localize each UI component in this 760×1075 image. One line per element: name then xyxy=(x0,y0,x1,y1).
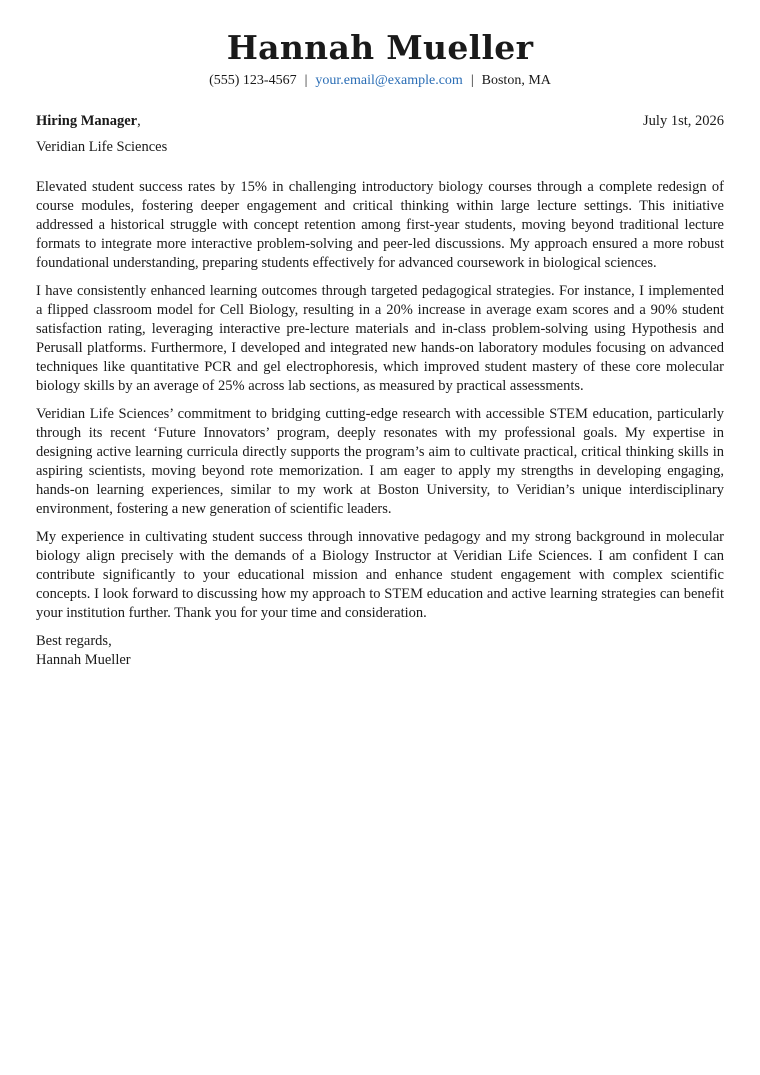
location: Boston, MA xyxy=(481,73,551,88)
letter-closing xyxy=(36,632,724,670)
contact-line xyxy=(36,72,724,90)
body-paragraph: My experience in cultivating student success through innovative pedagogy and my strong background in molecular biology align precisely with the demands of a Biology Instructor at Veridian Life Sciences. I am confident I can contribute significantly to your educational mission and enhance student engagement with complex scientific concepts. I look forward to discussing how my approach to STEM education and active learning strategies can benefit your institution further. Thank you for your time and consideration. xyxy=(36,529,724,621)
applicant-name: Hannah Mueller xyxy=(226,28,534,67)
recipient-name: Hiring Manager xyxy=(36,113,138,129)
closing-salutation: Best regards, xyxy=(36,633,112,649)
contact-separator: | xyxy=(470,73,474,88)
body-paragraph: Veridian Life Sciences’ commitment to bridging cutting-edge research with accessible STEM education, particularly through its recent ‘Future Innovators’ program, deeply resonates with my professional goals. My expertise in designing active learning curricula directly supports the program’s aim to cultivate practical, critical thinking skills in aspiring scientists, moving beyond rote memorization. I am eager to apply my strengths in developing engaging, hands-on learning experiences, similar to my work at Boston University, to Veridian’s unique interdisciplinary environment, fostering a new generation of scientific leaders. xyxy=(36,406,724,517)
body-paragraph: Elevated student success rates by 15% in challenging introductory biology courses through a complete redesign of course modules, fostering deeper engagement and critical thinking within large lecture settings. This initiative addressed a historical struggle with concept retention among first-year students, moving beyond traditional lecture formats to integrate more interactive problem-solving and peer-led discussions. My approach ensured a more robust foundational understanding, preparing students effectively for advanced coursework in biological sciences. xyxy=(36,179,724,271)
letter-date: July 1st, 2026 xyxy=(643,113,724,129)
letter-body xyxy=(36,178,724,623)
recipient-name-comma: , xyxy=(137,113,141,129)
body-paragraph: I have consistently enhanced learning outcomes through targeted pedagogical strategies. For instance, I implemented a flipped classroom model for Cell Biology, resulting in a 20% increase in average exam scores and a 90% student satisfaction rating, leveraging interactive pre-lecture materials and in-class problem-solving using Hypothesis and Perusall platforms. Furthermore, I developed and integrated new hands-on laboratory modules focusing on advanced techniques like quantitative PCR and gel electrophoresis, which improved student mastery of these core molecular biology skills by an average of 25% across lab sections, as measured by practical assessments. xyxy=(36,283,724,394)
contact-separator: | xyxy=(304,73,308,88)
email-link[interactable]: your.email@example.com xyxy=(315,73,463,88)
phone-number: (555) 123-4567 xyxy=(209,73,297,88)
recipient-block xyxy=(36,112,141,131)
closing-signature: Hannah Mueller xyxy=(36,652,131,668)
recipient-date-row xyxy=(36,112,724,131)
recipient-company: Veridian Life Sciences xyxy=(36,139,168,155)
